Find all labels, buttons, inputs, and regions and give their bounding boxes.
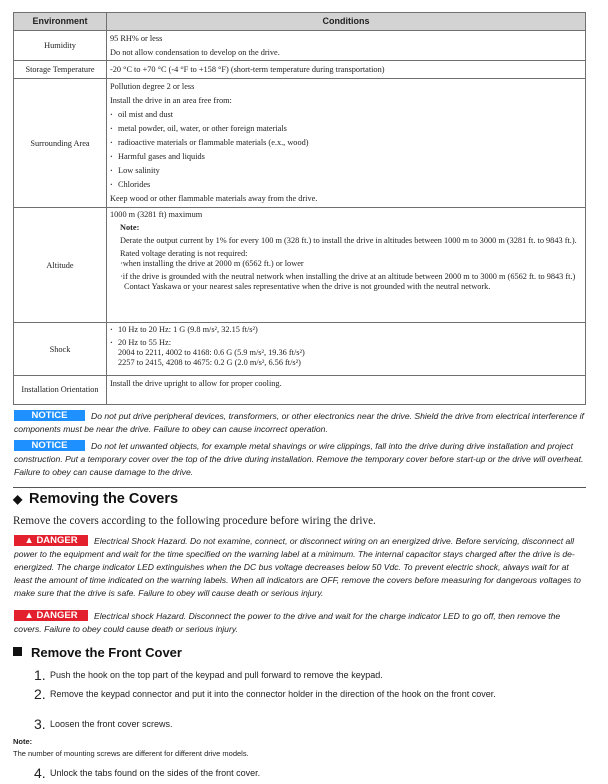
square-icon (13, 647, 22, 656)
bullet-item: · radioactive materials or flammable materials (e.x., wood) (110, 137, 582, 148)
row-label: Surrounding Area (14, 79, 107, 208)
danger-text: Electrical shock Hazard. Disconnect the power to the drive and wait for the charge indicator LED to go off, then remove the covers. Failure to obey could cause death or serious injury. (14, 611, 561, 634)
table-row (14, 61, 586, 79)
step-number: 2. (34, 686, 46, 702)
row-label: Storage Temperature (14, 61, 107, 79)
condition-line: Install the drive upright to allow for proper cooling. (110, 379, 282, 388)
step-number: 1. (34, 667, 46, 683)
row-label: Humidity (14, 31, 107, 61)
condition-line: Do not allow condensation to develop on the drive. (110, 48, 280, 57)
danger-text: Electrical Shock Hazard. Do not examine, connect, or disconnect wiring on an energized drive. Before servicing, disconnect all power to the equipment and wait for the time specified on the warning label at a minimum. The internal capacitor stays charged after the drive is de-energized. The charge indicator LED extinguishes when the DC bus voltage decreases below 50 Vdc. To prevent electric shock, always wait for at least the amount of time indicated on the warning labels. When all indicators are OFF, remove the covers before measuring for dangerous voltages to make sure that the drive is safe. Failure to obey will cause death or serious injury. (14, 536, 581, 598)
bullet-text: when installing the drive at 2000 m (6562 ft.) or lower (122, 259, 304, 268)
bullet-item: ·when installing the drive at 2000 m (6562 ft.) or lower (120, 259, 304, 268)
subsection-heading (13, 645, 182, 661)
condition-line: Contact Yaskawa or your nearest sales representative when the drive is not grounded with the neutral network. (124, 282, 491, 291)
step-text: Unlock the tabs found on the sides of the front cover. (50, 768, 261, 778)
row-conditions (107, 79, 586, 208)
step-item (34, 686, 594, 702)
table-row (14, 79, 586, 208)
table-row (14, 208, 586, 323)
condition-line: 2257 to 2415, 4208 to 4675: 0.2 G (2.0 m/s², 6.56 ft/s²) (118, 358, 301, 367)
row-conditions (107, 61, 586, 79)
condition-line: Install the drive in an area free from: (110, 96, 232, 105)
bullet-item: · 20 Hz to 55 Hz: (110, 338, 582, 348)
condition-line: Rated voltage derating is not required: (120, 249, 248, 258)
header-environment: Environment (14, 13, 107, 31)
condition-line: 95 RH% or less (110, 34, 163, 43)
bullet-item: · Low salinity (110, 165, 582, 176)
danger-tag (14, 610, 88, 621)
condition-line: -20 °C to +70 °C (-4 °F to +158 °F) (short-term temperature during transportation) (110, 65, 385, 74)
notice-text: Do not let unwanted objects, for example metal shavings or wire clippings, fall into the drive during drive installation and project construction. Put a temporary cover over the top of the drive during installation. Remove the temporary cover before start-up or the drive will overheat. Failure to obey can cause damage to the drive. (14, 441, 584, 477)
condition-line: Keep wood or other flammable materials away from the drive. (110, 194, 318, 203)
notice-tag: NOTICE (14, 410, 85, 421)
condition-line: 1000 m (3281 ft) maximum (110, 210, 203, 219)
step-item (34, 716, 594, 732)
step-text: Remove the keypad connector and put it into the connector holder in the direction of the hook on the front cover. (50, 689, 496, 699)
danger-tag (14, 535, 88, 546)
section-divider (13, 487, 586, 488)
notice-text: Do not put drive peripheral devices, transformers, or other electronics near the drive. Shield the drive from electrical interference if components must be near the drive. Failure to obey can cause incorrect operation. (14, 411, 584, 434)
step-number: 3. (34, 716, 46, 732)
section-intro: Remove the covers according to the following procedure before wiring the drive. (13, 515, 376, 527)
row-label: Shock (14, 323, 107, 376)
row-conditions (107, 31, 586, 61)
section-title: Removing the Covers (29, 491, 179, 507)
row-label: Altitude (14, 208, 107, 323)
condition-line: 2004 to 2211, 4002 to 4168: 0.6 G (5.9 m/s², 19.36 ft/s²) (118, 348, 305, 357)
bullet-item: · Chlorides (110, 179, 582, 190)
danger-label: DANGER (36, 610, 78, 621)
header-conditions: Conditions (107, 13, 586, 31)
diamond-icon: ◆ (13, 492, 23, 506)
warning-triangle-icon: ▲ (24, 610, 34, 621)
danger-block (14, 535, 586, 600)
note-label: Note: (120, 223, 140, 232)
warning-triangle-icon: ▲ (24, 535, 34, 546)
notice-block (14, 410, 586, 436)
table-header-row (14, 13, 586, 31)
note-label: Note: (13, 737, 33, 746)
condition-line: Pollution degree 2 or less (110, 82, 195, 91)
bullet-item: · 10 Hz to 20 Hz: 1 G (9.8 m/s², 32.15 ft/s²) (110, 325, 582, 335)
step-text: Push the hook on the top part of the keypad and pull forward to remove the keypad. (50, 670, 383, 680)
note-text: The number of mounting screws are different for different drive models. (13, 749, 249, 758)
condition-line: Derate the output current by 1% for every 100 m (328 ft.) to install the drive in altitudes between 1000 m to 3000 m (3281 ft. to 9843 ft.). (120, 236, 577, 245)
bullet-item: · oil mist and dust (110, 109, 582, 120)
row-label: Installation Orientation (14, 376, 107, 405)
environment-table (13, 12, 586, 405)
step-item (34, 667, 594, 683)
table-row (14, 31, 586, 61)
section-heading (13, 490, 178, 508)
step-text: Loosen the front cover screws. (50, 719, 173, 729)
bullet-item: · metal powder, oil, water, or other foreign materials (110, 123, 582, 134)
row-conditions (107, 376, 586, 405)
table-row (14, 376, 586, 405)
step-number: 4. (34, 765, 46, 781)
step-item (34, 765, 594, 781)
table-row (14, 323, 586, 376)
danger-label: DANGER (36, 535, 78, 546)
notice-tag: NOTICE (14, 440, 85, 451)
notice-block (14, 440, 586, 479)
row-conditions (107, 208, 586, 323)
row-conditions (107, 323, 586, 376)
bullet-item: · Harmful gases and liquids (110, 151, 582, 162)
bullet-text: if the drive is grounded with the neutral network when installing the drive at an altitude between 2000 m to 3000 m (6562 ft. to 9843 ft.) (122, 272, 576, 281)
subsection-title: Remove the Front Cover (31, 645, 182, 660)
danger-block (14, 610, 586, 636)
bullet-item: ·if the drive is grounded with the neutral network when installing the drive at an altitude between 2000 m to 3000 m (6562 ft. to 9843 ft.) (120, 272, 576, 281)
